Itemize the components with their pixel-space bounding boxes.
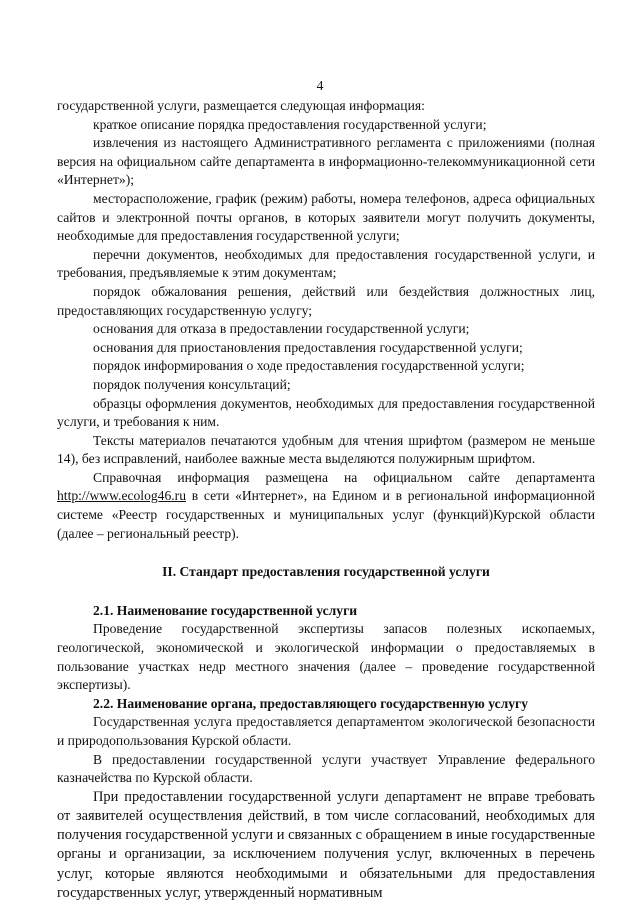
list-item: порядок обжалования решения, действий или бездействия должностных лиц, предоставляющих государственную услугу; — [57, 283, 595, 318]
website-link[interactable]: http://www.ecolog46.ru — [57, 488, 186, 504]
list-item: порядок информирования о ходе предоставления государственной услуги; — [93, 358, 525, 374]
list-item: образцы оформления документов, необходимых для предоставления государственной услуги, и требования к ним. — [57, 395, 595, 430]
list-item: месторасположение, график (режим) работы, номера телефонов, адреса официальных сайтов и электронной почты органов, в которых заявители могут получить документы, необходимые для предоставления государственной услуги; — [57, 190, 595, 244]
paragraph: В предоставлении государственной услуги участвует Управление федерального казначейства по Курской области. — [57, 751, 595, 786]
section-title: II. Стандарт предоставления государственной услуги — [162, 564, 490, 580]
reference-text-before: Справочная информация размещена на официальном сайте департамента — [93, 469, 595, 485]
list-item: порядок получения консультаций; — [93, 376, 291, 392]
paragraph: Государственная услуга предоставляется департаментом экологической безопасности и природопользования Курской области. — [57, 714, 595, 748]
paragraph: Тексты материалов печатаются удобным для чтения шрифтом (размером не меньше 14), без исправлений, наиболее важные места выделяются полужирным шрифтом. — [57, 432, 595, 467]
paragraph: При предоставлении государственной услуги департамент не вправе требовать от заявителей осуществления действий, в том числе согласований, необходимых для получения государственной услуги и связанных с обращением в иные государственные органы и организации, за исключением получения услуг, включенных в перечень услуг, которые являются необходимыми и обязательными для предоставления государственных услуг, утвержденный нормативным — [57, 788, 595, 901]
reference-paragraph — [57, 469, 595, 543]
list-item: основания для приостановления предоставления государственной услуги; — [93, 339, 523, 355]
list-item: перечни документов, необходимых для предоставления государственной услуги, и требования, предъявляемые к этим документам; — [57, 246, 595, 281]
paragraph: Проведение государственной экспертизы запасов полезных ископаемых, геологической, экономической и экологической информации о предоставляемых в пользование участках недр местного значения (далее – проведение государственной экспертизы). — [57, 621, 595, 693]
subsection-title: 2.2. Наименование органа, предоставляющего государственную услугу — [93, 695, 529, 711]
page-number: 4 — [316, 78, 324, 93]
list-item: основания для отказа в предоставлении государственной услуги; — [93, 321, 470, 337]
reference-text-after: в сети «Интернет», на Едином и в региональной информационной системе «Реестр государственных и муниципальных услуг (функций)Курской области (далее – региональный реестр). — [57, 488, 595, 541]
paragraph: государственной услуги, размещается следующая информация: — [57, 98, 425, 113]
list-item: извлечения из настоящего Административного регламента с приложениями (полная версия на официальном сайте департамента в информационно-телекоммуникационной сети «Интернет»); — [57, 135, 595, 188]
document-body — [57, 97, 595, 903]
subsection-title: 2.1. Наименование государственной услуги — [93, 602, 358, 618]
list-item: краткое описание порядка предоставления государственной услуги; — [93, 116, 487, 132]
